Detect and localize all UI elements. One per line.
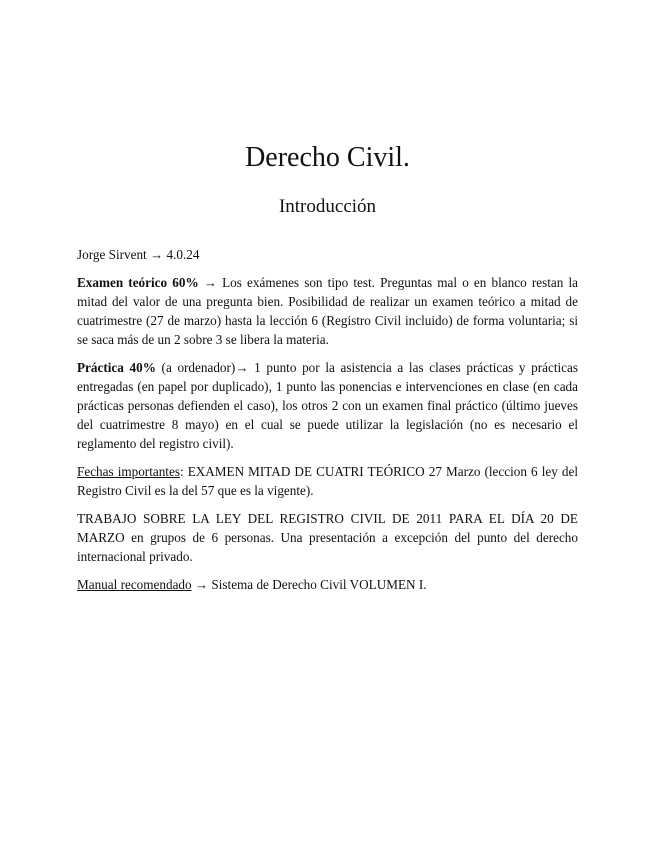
dates-paragraph bbox=[77, 462, 578, 500]
manual-paragraph bbox=[77, 575, 578, 594]
author-value: 4.0.24 bbox=[166, 247, 200, 262]
manual-label: Manual recomendado bbox=[77, 577, 192, 592]
practice-label: Práctica 40% bbox=[77, 360, 156, 375]
author-line bbox=[77, 245, 578, 264]
author-name: Jorge Sirvent bbox=[77, 247, 147, 262]
practice-text: (a ordenador)→ 1 punto por la asistencia a las clases prácticas y prácticas entregadas (en papel por duplicado), 1 punto las ponencias e intervenciones en clase (en cada prácticas personas defienden el caso), los otros 2 con un examen final práctico (último jueves del cuatrimestre 8 mayo) en el cual se puede utilizar la legislación (no es necesario el reglamento del registro civil). bbox=[77, 360, 578, 451]
work-text: TRABAJO SOBRE LA LEY DEL REGISTRO CIVIL DE 2011 PARA EL DÍA 20 DE MARZO en grupos de 6 personas. Una presentación a excepción del punto del derecho internacional privado. bbox=[77, 511, 578, 564]
manual-text: → Sistema de Derecho Civil VOLUMEN I. bbox=[191, 577, 427, 592]
practice-paragraph bbox=[77, 358, 578, 453]
author-arrow: → bbox=[146, 247, 167, 262]
exam-paragraph bbox=[77, 273, 578, 349]
exam-label: Examen teórico 60% bbox=[77, 275, 199, 290]
dates-text: : EXAMEN MITAD DE CUATRI TEÓRICO 27 Marzo (leccion 6 ley del Registro Civil es la del 57 que es la vigente). bbox=[77, 464, 578, 498]
document-body bbox=[77, 245, 578, 603]
document-title: Derecho Civil. bbox=[245, 142, 410, 173]
document-subtitle: Introducción bbox=[278, 196, 377, 217]
exam-text: → Los exámenes son tipo test. Preguntas mal o en blanco restan la mitad del valor de una pregunta bien. Posibilidad de realizar un examen teórico a mitad de cuatrimestre (27 de marzo) hasta la lección 6 (Registro Civil incluido) de forma voluntaria; si se saca más de un 2 sobre 3 se libera la materia. bbox=[77, 275, 578, 347]
dates-label: Fechas importantes bbox=[77, 464, 180, 479]
work-paragraph bbox=[77, 509, 578, 566]
